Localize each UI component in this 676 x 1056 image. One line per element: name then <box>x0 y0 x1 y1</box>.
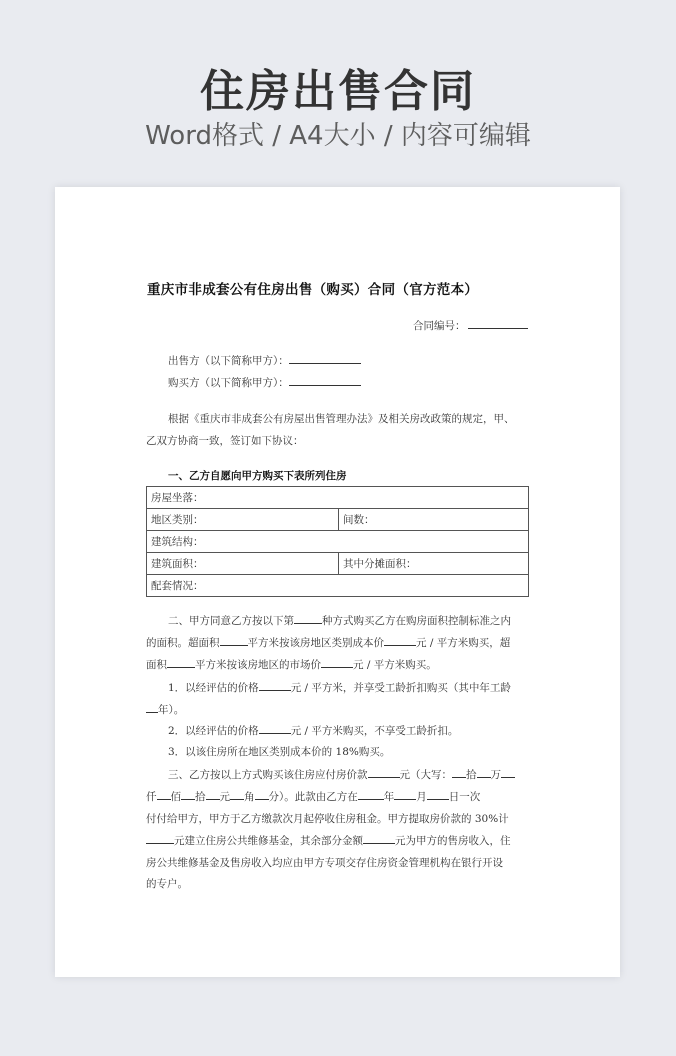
day-blank[interactable] <box>427 789 449 800</box>
text: 二、甲方同意乙方按以下第 <box>168 615 294 627</box>
text: 元建立住房公共维修基金，其余部分金额 <box>174 835 363 847</box>
year-blank[interactable] <box>358 789 384 800</box>
buyer-row <box>168 375 361 390</box>
text: 年）。 <box>158 704 185 716</box>
option-2 <box>168 723 458 738</box>
option-3: 3．以该住房所在地区类别成本价的 18%购买。 <box>168 746 391 758</box>
total-price-blank[interactable] <box>368 767 400 778</box>
blank[interactable] <box>206 789 220 800</box>
table-row <box>147 487 529 509</box>
cell-rooms[interactable]: 间数： <box>339 509 529 531</box>
seller-field[interactable] <box>289 353 361 364</box>
table-row <box>147 509 529 531</box>
blank[interactable] <box>181 789 195 800</box>
text: 三、乙方按以上方式购买该住房应付房价款 <box>168 769 368 781</box>
appraised-price-blank-2[interactable] <box>259 723 291 734</box>
text: 仟 <box>146 791 157 803</box>
document-page <box>55 187 620 977</box>
house-info-table <box>146 486 529 597</box>
blank[interactable] <box>477 767 491 778</box>
text: 年 <box>383 791 395 803</box>
section-3-line-6: 的专户。 <box>146 878 188 890</box>
cell-location[interactable]: 房屋坐落： <box>147 487 529 509</box>
cell-structure[interactable]: 建筑结构： <box>147 531 529 553</box>
text: 元为甲方的售房收入，住 <box>395 835 511 847</box>
document-body <box>55 187 620 977</box>
option-number-blank[interactable] <box>294 613 322 624</box>
cost-price-blank[interactable] <box>384 635 416 646</box>
sale-income-blank[interactable] <box>363 833 395 844</box>
blank[interactable] <box>452 767 466 778</box>
section-3-line-2 <box>146 789 480 804</box>
banner-subtitle: Word格式 / A4大小 / 内容可编辑 <box>145 121 531 151</box>
maintenance-fund-blank[interactable] <box>146 833 174 844</box>
appraised-price-blank-1[interactable] <box>259 680 291 691</box>
section-1-heading: 一、乙方自愿向甲方购买下表所列住房 <box>168 470 347 482</box>
blank[interactable] <box>255 789 269 800</box>
text: 元 / 平方米购买。 <box>353 659 437 671</box>
contract-number-field[interactable] <box>468 318 528 329</box>
section-2-line-3 <box>146 657 437 672</box>
market-price-blank[interactable] <box>321 657 353 668</box>
intro-line-1: 根据《重庆市非成套公有房屋出售管理办法》及相关房改政策的规定，甲、 <box>168 413 515 425</box>
month-blank[interactable] <box>394 789 416 800</box>
text: 拾 <box>195 791 206 803</box>
section-2-line-1 <box>168 613 511 628</box>
text: 分）。此款由乙方在 <box>268 791 358 803</box>
intro-line-2: 乙双方协商一致，签订如下协议： <box>146 435 304 447</box>
section-3-line-4 <box>146 833 511 848</box>
cell-facilities[interactable]: 配套情况： <box>147 575 529 597</box>
option-1-line-1 <box>168 680 511 695</box>
text: 日一次 <box>448 791 481 803</box>
text: 的面积。超面积 <box>146 637 220 649</box>
cell-shared-area[interactable]: 其中分摊面积： <box>339 553 529 575</box>
blank[interactable] <box>230 789 244 800</box>
text: 月 <box>416 791 427 803</box>
text: 平方米按该房地区的市场价 <box>195 659 321 671</box>
text: 元（大写： <box>399 769 452 781</box>
market-area-blank[interactable] <box>167 657 195 668</box>
contract-number-row <box>413 318 528 333</box>
contract-number-label: 合同编号： <box>413 320 466 332</box>
table-row <box>147 553 529 575</box>
banner-title: 住房出售合同 <box>200 66 476 117</box>
blank[interactable] <box>157 789 171 800</box>
text: 平方米按该房地区类别成本价 <box>247 637 384 649</box>
text: 元 / 平方米，并享受工龄折扣购买（其中年工龄 <box>290 682 511 694</box>
section-3-line-3: 付付给甲方，甲方于乙方缴款次月起停收住房租金。甲方提取房价款的 30%计 <box>146 813 509 825</box>
buyer-field[interactable] <box>289 375 361 386</box>
cell-region-category[interactable]: 地区类别： <box>147 509 339 531</box>
text: 万 <box>490 769 501 781</box>
seller-label: 出售方（以下简称甲方）： <box>168 355 289 367</box>
text: 元 / 平方米购买，超 <box>416 637 511 649</box>
document-title: 重庆市非成套公有住房出售（购买）合同（官方范本） <box>147 282 479 298</box>
excess-area-blank[interactable] <box>220 635 248 646</box>
section-3-line-1 <box>168 767 515 782</box>
text: 角 <box>244 791 255 803</box>
text: 2．以经评估的价格 <box>168 725 259 737</box>
text: 佰 <box>170 791 181 803</box>
seller-row <box>168 353 361 368</box>
blank[interactable] <box>501 767 515 778</box>
text: 种方式购买乙方在购房面积控制标准之内 <box>322 615 511 627</box>
text: 拾 <box>466 769 477 781</box>
buyer-label: 购买方（以下简称甲方）： <box>168 377 289 389</box>
text: 元 <box>219 791 230 803</box>
text: 元 / 平方米购买，不享受工龄折扣。 <box>290 725 459 737</box>
section-2-line-2 <box>146 635 510 650</box>
text: 面积 <box>146 659 167 671</box>
option-1-line-2 <box>146 702 184 717</box>
text: 1．以经评估的价格 <box>168 682 259 694</box>
section-3-line-5: 房公共维修基金及售房收入均应由甲方专项交存住房资金管理机构在银行开设 <box>146 857 503 869</box>
work-years-blank[interactable] <box>146 702 158 713</box>
cell-building-area[interactable]: 建筑面积： <box>147 553 339 575</box>
table-row <box>147 531 529 553</box>
table-row <box>147 575 529 597</box>
